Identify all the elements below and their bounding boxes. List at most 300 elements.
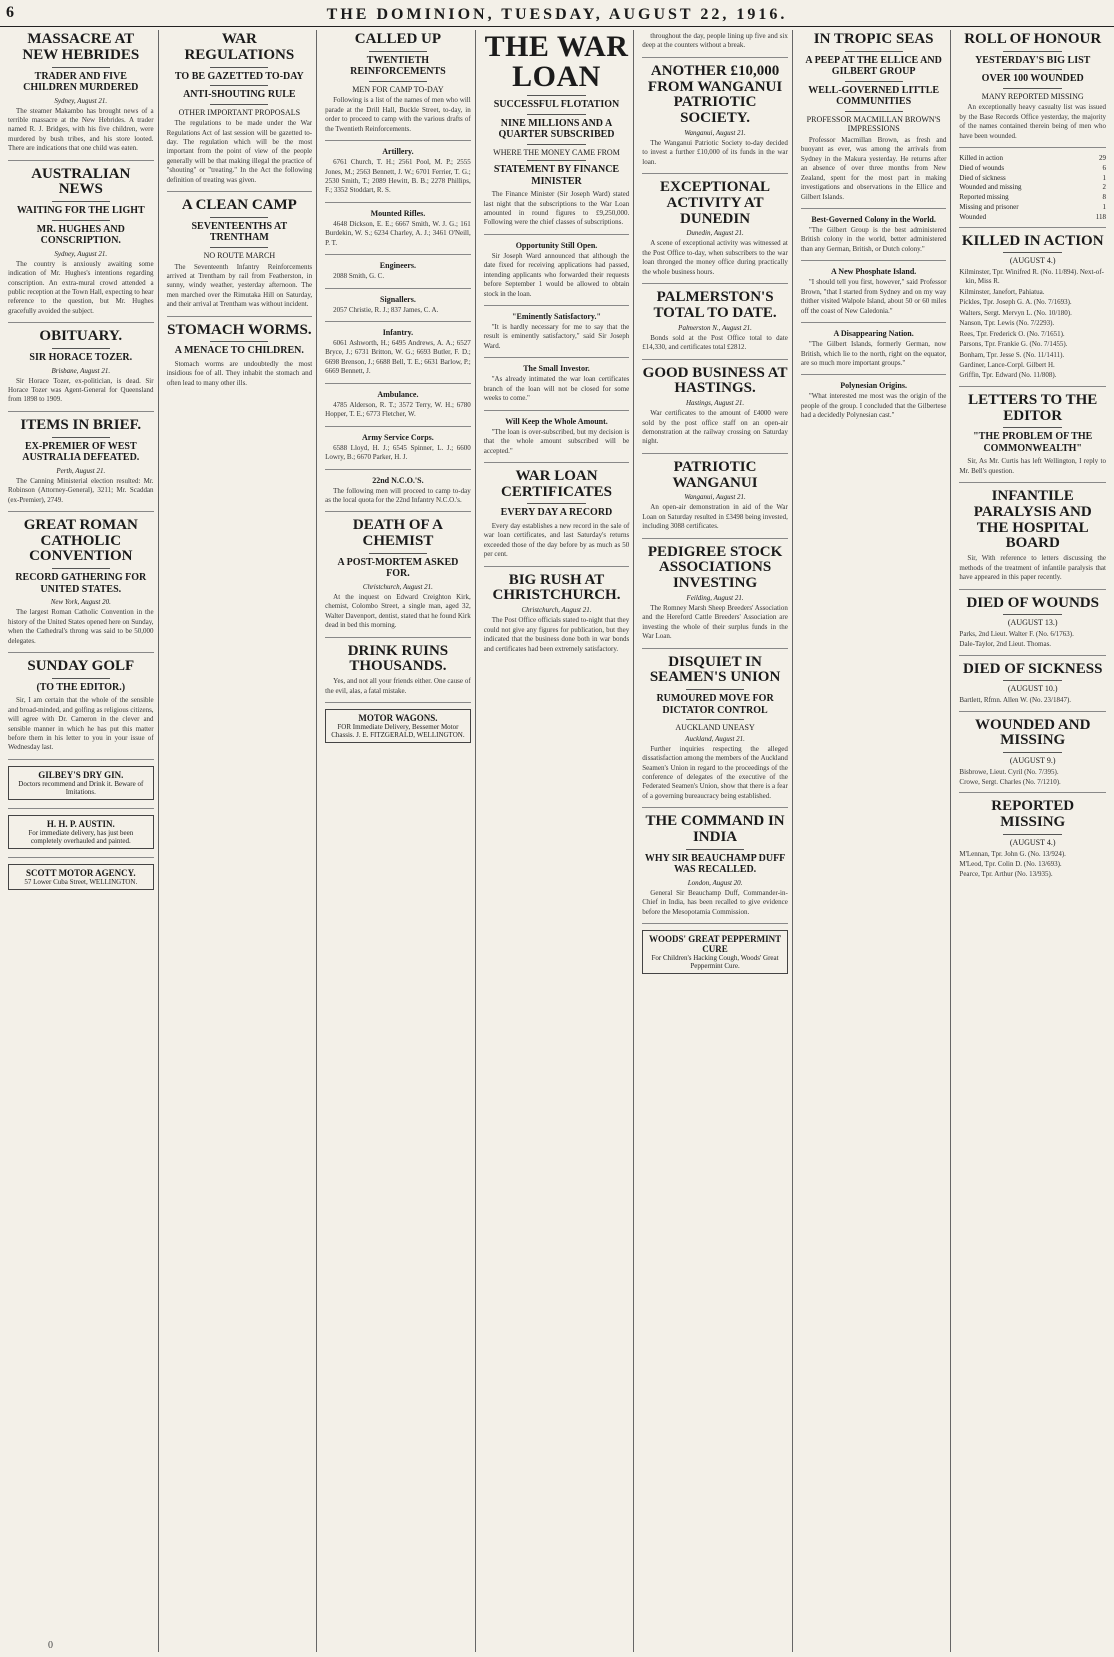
headline: DRINK RUINS THOUSANDS. bbox=[347, 642, 449, 675]
section-subhead: Signallers. bbox=[380, 294, 416, 304]
headline: GOOD BUSINESS AT HASTINGS. bbox=[642, 364, 788, 397]
article bbox=[642, 655, 788, 809]
section-subhead: 22nd N.C.O.'S. bbox=[372, 475, 424, 485]
article bbox=[325, 261, 471, 288]
summary-count: 2 bbox=[1102, 183, 1106, 192]
article bbox=[8, 418, 154, 512]
headline: KILLED IN ACTION bbox=[961, 232, 1104, 249]
dateline: London, August 20. bbox=[687, 878, 743, 887]
article-body: 6588 Lloyd, H. J.; 6545 Spinner, L. J.; 6600 Lowry, B.; 6670 Parker, H. J. bbox=[325, 443, 471, 462]
rule bbox=[686, 719, 744, 720]
article bbox=[325, 209, 471, 255]
dateline: Palmerston N., August 21. bbox=[678, 323, 752, 332]
summary-count: 8 bbox=[1102, 193, 1106, 202]
deck: WHERE THE MONEY CAME FROM bbox=[493, 147, 620, 157]
subheadline: YESTERDAY'S BIG LIST bbox=[975, 54, 1091, 66]
footer-mark: 0 bbox=[48, 1640, 53, 1651]
casualty-name: Kilminster, Janefort, Pahiatua. bbox=[959, 287, 1045, 296]
article-body: Sir, With reference to letters discussing the methods of the treatment of infantile paralysis that have appeared in this paper recently. bbox=[959, 554, 1106, 582]
article bbox=[8, 766, 154, 809]
article bbox=[325, 390, 471, 427]
headline: DIED OF SICKNESS bbox=[962, 660, 1103, 677]
article-body: 6761 Church, T. H.; 2561 Pool, M. P.; 2555 Jones, M.; 2563 Bennett, J. W.; 6701 Ferrier, T. G.; 2530 Smith, T.; 2089 Hewitt, B. B.; 2278 Phillips, F.; 3352 Stoddart, R. S. bbox=[325, 158, 471, 195]
casualty-name: Crowe, Sergt. Charles (No. 7/1210). bbox=[959, 778, 1061, 787]
headline: INFANTILE PARALYSIS AND THE HOSPITAL BOARD bbox=[973, 488, 1092, 552]
article-body: The Wanganui Patriotic Society to-day decided to invest a further £10,000 of its funds in the war loan. bbox=[642, 138, 788, 166]
masthead bbox=[0, 4, 1114, 27]
article bbox=[959, 393, 1106, 483]
article bbox=[959, 718, 1106, 794]
section-subhead: A Disappearing Nation. bbox=[833, 329, 914, 339]
section-subhead: Polynesian Origins. bbox=[840, 381, 907, 391]
subheadline: MR. HUGHES AND CONSCRIPTION. bbox=[36, 223, 125, 247]
headline: IN TROPIC SEAS bbox=[813, 31, 934, 47]
subheadline: A POST-MORTEM ASKED FOR. bbox=[337, 556, 459, 580]
article-body: Professor Macmillan Brown, as fresh and buoyant as ever, was among the arrivals from Sydney in the Makura yesterday. He returns after an absence of over three months from New Zealand, spent for the most part in making investigations and observations in the Ellice and Gilbert Islands. bbox=[800, 135, 947, 201]
deck: (AUGUST 13.) bbox=[1007, 618, 1058, 628]
casualty-name: M'Leod, Tpr. Colin D. (No. 13/693). bbox=[959, 860, 1062, 869]
article-body: Further inquiries respecting the alleged dissatisfaction among the members of the Auckland Seamen's Union in regard to the proceedings of the conference of delegates of the executive of the Federated Seamen's Union, show that there is a fear of a governing bureaucracy being established. bbox=[642, 744, 788, 800]
article-body: The Seventeenth Infantry Reinforcements arrived at Trentham by rail from Featherston, in sunny, windy weather, yesterday afternoon. The men marched over the Rimutaka Hill on Saturday, and their arrival at Trentham was without incident. bbox=[166, 262, 313, 309]
deck: MANY REPORTED MISSING bbox=[981, 91, 1084, 101]
article bbox=[959, 234, 1106, 387]
rule bbox=[52, 220, 110, 221]
casualty-name: Gardiner, Lance-Corpl. Gilbert H. bbox=[959, 360, 1055, 369]
headline: WOUNDED AND MISSING bbox=[974, 716, 1091, 749]
deck: (AUGUST 4.) bbox=[1009, 256, 1056, 266]
article-body: 4648 Dickson, E. E.; 6667 Smith, W. J. G.; 161 Burdekin, W. S.; 6234 Charley, A. J.; 3461 O'Neill, P. T. bbox=[325, 219, 471, 247]
casualty-name: Kilminster, Tpr. Winifred R. (No. 11/894). Next-of-kin, Miss R. bbox=[959, 268, 1104, 286]
subheadline: NINE MILLIONS AND A QUARTER SUBSCRIBED bbox=[498, 117, 615, 140]
article-body: Sir Horace Tozer, ex-politician, is dead. Sir Horace Tozer was Agent-General for Queensland from 1898 to 1909. bbox=[8, 376, 154, 404]
deck: MEN FOR CAMP TO-DAY bbox=[352, 84, 444, 94]
rule bbox=[1003, 88, 1062, 89]
rule bbox=[210, 67, 268, 68]
ad-text: For immediate delivery, has just been completely overhauled and painted. bbox=[28, 828, 134, 845]
article-body: Bonds sold at the Post Office total to date £14,330, and certificates total £2812. bbox=[642, 333, 788, 352]
article-body: War certificates to the amount of £4000 were sold by the post office staff on an open-air demonstration at the railway crossing on Saturday night. bbox=[642, 409, 788, 446]
article bbox=[801, 32, 947, 209]
rule bbox=[686, 849, 744, 850]
deck: OTHER IMPORTANT PROPOSALS bbox=[178, 107, 301, 117]
subheadline: SUCCESSFUL FLOTATION bbox=[493, 99, 620, 110]
rule bbox=[527, 144, 585, 145]
headline: DIED OF WOUNDS bbox=[966, 594, 1099, 611]
headline: DISQUIET IN SEAMEN'S UNION bbox=[649, 653, 781, 686]
subheadline: RUMOURED MOVE FOR DICTATOR CONTROL bbox=[656, 693, 774, 716]
advertisement bbox=[325, 709, 471, 743]
article bbox=[642, 814, 788, 924]
rule bbox=[210, 217, 268, 218]
rule bbox=[527, 114, 585, 115]
headline: ITEMS IN BRIEF. bbox=[20, 416, 142, 433]
headline: CALLED UP bbox=[354, 31, 442, 47]
subheadline: WELL-GOVERNED LITTLE COMMUNITIES bbox=[808, 84, 940, 108]
article bbox=[8, 32, 154, 161]
article bbox=[8, 815, 154, 858]
headline: PEDIGREE STOCK ASSOCIATIONS INVESTING bbox=[647, 543, 783, 592]
headline: BIG RUSH AT CHRISTCHURCH. bbox=[492, 571, 621, 604]
article-body: The largest Roman Catholic Convention in the history of the United States opened here on Sunday, when the Cathedral's throng was said to be 50,000 delegates. bbox=[8, 608, 154, 645]
rule bbox=[210, 104, 268, 105]
article-body: An exceptionally heavy casualty list was issued by the Base Records Office yesterday, the majority of the names contained therein being of men who have been wounded. bbox=[959, 103, 1106, 140]
rule bbox=[1003, 252, 1062, 253]
rule bbox=[1003, 752, 1062, 753]
dateline: Feilding, August 21. bbox=[686, 593, 744, 602]
columns bbox=[4, 30, 1110, 1652]
article bbox=[8, 329, 154, 412]
advertisement bbox=[8, 815, 154, 849]
section-subhead: Artillery. bbox=[382, 147, 414, 157]
article-body: The country is anxiously awaiting some indication of Mr. Hughes's intentions regarding conscription. An extra-mural crowd attended a public reception at the Town Hall, expecting to hear reference to the question, but Mr. Hughes gracefully avoided the subject. bbox=[8, 259, 154, 315]
article bbox=[642, 290, 788, 359]
article-body: 4785 Alderson, R. T.; 3572 Terry, W. H.; 6780 Hopper, T. E.; 6773 Fletcher, W. bbox=[325, 400, 471, 419]
casualty-name: Griffin, Tpr. Edward (No. 11/808). bbox=[959, 371, 1057, 380]
dateline: Brisbane, August 21. bbox=[51, 366, 111, 375]
summary-label: Killed in action bbox=[959, 154, 1003, 163]
rule bbox=[527, 503, 585, 504]
article bbox=[801, 267, 947, 323]
column-7 bbox=[955, 30, 1110, 1652]
subheadline: EX-PREMIER OF WEST AUSTRALIA DEFEATED. bbox=[22, 440, 140, 464]
ad-text: FOR Immediate Delivery, Bessemer Motor Chassis. J. E. FITZGERALD, WELLINGTON. bbox=[331, 723, 465, 740]
article bbox=[484, 573, 630, 660]
article bbox=[484, 364, 630, 410]
column-5 bbox=[638, 30, 793, 1652]
rule bbox=[369, 553, 427, 554]
rule bbox=[52, 348, 110, 349]
casualty-name: Nanson, Tpr. Lewis (No. 7/2293). bbox=[959, 319, 1055, 328]
article bbox=[325, 32, 471, 141]
subheadline: ANTI-SHOUTING RULE bbox=[183, 89, 296, 100]
article bbox=[642, 545, 788, 649]
casualty-name: Dale-Taylor, 2nd Lieut. Thomas. bbox=[959, 640, 1052, 649]
article-body: The Post Office officials stated to-night that they could not give any figures for publication, but they indicated that the business done both in war bonds and certificates had been extremely satisfactory. bbox=[483, 616, 630, 653]
rule bbox=[52, 67, 110, 68]
summary-count: 118 bbox=[1095, 212, 1106, 221]
headline: ROLL OF HONOUR bbox=[964, 31, 1102, 47]
casualty-summary-row bbox=[959, 203, 1106, 213]
casualty-name: Parsons, Tpr. Frankie G. (No. 7/1455). bbox=[959, 340, 1068, 349]
ad-title: H. H. P. AUSTIN. bbox=[46, 818, 115, 829]
article bbox=[642, 930, 788, 982]
rule bbox=[1003, 51, 1062, 52]
casualty-summary-row bbox=[959, 174, 1106, 184]
headline: DEATH OF A CHEMIST bbox=[352, 517, 443, 550]
column-6 bbox=[797, 30, 952, 1652]
deck: AUCKLAND UNEASY bbox=[675, 723, 755, 733]
article bbox=[959, 662, 1106, 712]
rule bbox=[1003, 614, 1062, 615]
headline: STOMACH WORMS. bbox=[167, 321, 312, 338]
rule bbox=[52, 678, 110, 679]
dateline: Wanganui, August 21. bbox=[684, 128, 746, 137]
rule bbox=[845, 111, 903, 112]
article bbox=[8, 864, 154, 898]
rule bbox=[1003, 69, 1062, 70]
article bbox=[959, 154, 1106, 228]
ad-text: For Children's Hacking Cough, Woods' Great Peppermint Cure. bbox=[651, 954, 779, 971]
section-subhead: "Eminently Satisfactory." bbox=[512, 312, 601, 322]
headline: OBITUARY. bbox=[39, 328, 123, 345]
article bbox=[325, 476, 471, 513]
summary-label: Wounded bbox=[959, 212, 987, 221]
headline: SUNDAY GOLF bbox=[27, 657, 135, 674]
subheadline: SEVENTEENTHS AT TRENTHAM bbox=[191, 220, 288, 244]
advertisement bbox=[8, 766, 154, 800]
headline: MASSACRE AT NEW HEBRIDES bbox=[22, 31, 140, 63]
advertisement bbox=[8, 864, 154, 890]
headline: THE WAR LOAN bbox=[484, 30, 629, 93]
dateline: Perth, August 21. bbox=[56, 466, 106, 475]
rule bbox=[369, 51, 427, 52]
dateline: Sydney, August 21. bbox=[54, 96, 108, 105]
article bbox=[642, 460, 788, 539]
article-body: The Romney Marsh Sheep Breeders' Association and the Hereford Cattle Breeders' Association are investing the whole of their surplus funds in the War Loan. bbox=[642, 603, 788, 641]
article-body: "The loan is over-subscribed, but my decision is that the whole amount subscribed will be accepted." bbox=[483, 427, 630, 455]
article-body: Stomach worms are undoubtedly the most insidious foe of all. They inhabit the stomach and often lead to many other ills. bbox=[166, 359, 313, 387]
subheadline: "THE PROBLEM OF THE COMMONWEALTH" bbox=[973, 431, 1093, 454]
subheadline: A MENACE TO CHILDREN. bbox=[174, 345, 304, 357]
article bbox=[325, 433, 471, 470]
rule bbox=[210, 341, 268, 342]
article bbox=[801, 329, 947, 375]
headline: ANOTHER £10,000 FROM WANGANUI PATRIOTIC SOCIETY. bbox=[647, 62, 783, 127]
casualty-summary-row bbox=[959, 193, 1106, 203]
section-subhead: Opportunity Still Open. bbox=[515, 240, 598, 250]
headline: REPORTED MISSING bbox=[991, 798, 1075, 831]
headline: PALMERSTON'S TOTAL TO DATE. bbox=[653, 289, 777, 321]
article bbox=[167, 323, 313, 395]
rule bbox=[527, 160, 585, 161]
summary-label: Missing and prisoner bbox=[959, 203, 1019, 212]
rule bbox=[1003, 680, 1062, 681]
section-subhead: Infantry. bbox=[382, 328, 414, 338]
article bbox=[959, 489, 1106, 589]
ad-text: Doctors recommend and Drink it. Beware of Imitations. bbox=[18, 779, 144, 796]
article-body: An open-air demonstration in aid of the War Loan on Saturday resulted in £3498 being invested, including 3088 certificates. bbox=[642, 503, 788, 531]
summary-label: Died of sickness bbox=[959, 173, 1006, 182]
column-3 bbox=[321, 30, 476, 1652]
article bbox=[325, 328, 471, 384]
article-body: "I should tell you first, however," said Professor Brown, "that I started from Sydney and on my way thither visited Walpole Island, about 50 or 60 miles off the coast of New Caledonia." bbox=[800, 278, 947, 315]
ad-title: SCOTT MOTOR AGENCY. bbox=[25, 867, 136, 878]
casualty-name: Bonham, Tpr. Jesse S. (No. 11/1411). bbox=[959, 350, 1065, 359]
summary-count: 1 bbox=[1102, 173, 1106, 182]
section-subhead: Will Keep the Whole Amount. bbox=[505, 416, 608, 426]
headline: PATRIOTIC WANGANUI bbox=[672, 458, 758, 491]
article-body: "What interested me most was the origin of the people of the group. I concluded that the Gilbertese had a decidedly Polynesian cast." bbox=[800, 392, 947, 420]
column-2 bbox=[163, 30, 318, 1652]
article-body: "The Gilbert Group is the best administered British colony in the world, better administered than any German, British, or Dutch colony." bbox=[800, 226, 947, 253]
article-body: Sir, I am certain that the whole of the sensible and broad-minded, and golfing as religious citizens, will agree with Dr. Cameron in the clever and sensible manner in which he has put this matter before them in his letter to you in your issue of Wednesday last. bbox=[8, 696, 154, 752]
article bbox=[484, 469, 630, 567]
rule bbox=[52, 437, 110, 438]
article bbox=[801, 215, 947, 261]
casualty-name: Bisbrowe, Lieut. Cyril (No. 7/395). bbox=[959, 767, 1059, 776]
article-body: 2088 Smith, G. C. bbox=[333, 272, 385, 281]
rule bbox=[52, 568, 110, 569]
subheadline: SIR HORACE TOZER. bbox=[29, 352, 133, 364]
headline: GREAT ROMAN CATHOLIC CONVENTION bbox=[23, 516, 138, 565]
subheadline: TO BE GAZETTED TO-DAY bbox=[174, 70, 304, 82]
subheadline: TRADER AND FIVE CHILDREN MURDERED bbox=[23, 70, 139, 93]
article-body: Sir Joseph Ward announced that although the date fixed for receiving applications had passed, intending applicants who forwarded their requests before September 1 would be allowed to obtain stock in the loan. bbox=[483, 251, 630, 298]
dateline: Auckland, August 21. bbox=[685, 734, 745, 743]
rule bbox=[1003, 427, 1062, 428]
rule bbox=[845, 81, 903, 82]
subheadline: (TO THE EDITOR.) bbox=[36, 681, 126, 693]
ad-title: MOTOR WAGONS. bbox=[358, 713, 438, 724]
subheadline: A PEEP AT THE ELLICE AND GILBERT GROUP bbox=[805, 54, 942, 78]
article-body: "As already intimated the war loan certificates branch of the loan will not be closed for some weeks to come." bbox=[483, 375, 630, 403]
headline: A CLEAN CAMP bbox=[181, 197, 297, 214]
column-1 bbox=[4, 30, 159, 1652]
subheadline: WAITING FOR THE LIGHT bbox=[16, 205, 145, 217]
deck: (AUGUST 9.) bbox=[1009, 756, 1056, 766]
article-body: At the inquest on Edward Creighton Kirk, chemist, Colombo Street, a single man, aged 32, Walter Davenport, dentist, stated that he found Kirk dead in bed this morning. bbox=[325, 592, 471, 630]
article bbox=[642, 32, 788, 58]
headline: AUSTRALIAN NEWS bbox=[31, 165, 131, 198]
headline: EXCEPTIONAL ACTIVITY AT DUNEDIN bbox=[660, 179, 771, 227]
article-body: "It is hardly necessary for me to say that the result is eminently satisfactory," said Sir Joseph Ward. bbox=[483, 323, 630, 350]
summary-count: 29 bbox=[1098, 154, 1106, 163]
article-body: Sir, As Mr. Curtis has left Wellington, I reply to Mr. Bell's question. bbox=[959, 457, 1106, 475]
article-body: The Canning Ministerial election resulted: Mr. Robinson (Attorney-General), 3211; Mr. Scaddan (ex-Premier), 2749. bbox=[8, 476, 154, 504]
dateline: New York, August 20. bbox=[50, 598, 111, 607]
article bbox=[325, 518, 471, 637]
article bbox=[484, 417, 630, 463]
summary-label: Died of wounds bbox=[959, 163, 1005, 172]
article-body: A scene of exceptional activity was witnessed at the Post Office to-day, when subscribers to the war loan thronged the money office during practically the whole business hours. bbox=[642, 239, 788, 276]
article bbox=[642, 366, 788, 454]
column-4 bbox=[480, 30, 635, 1652]
casualty-summary-row bbox=[959, 213, 1106, 223]
casualty-name: M'Lennan, Tpr. John G. (No. 13/924). bbox=[959, 849, 1066, 858]
deck: (AUGUST 4.) bbox=[1009, 837, 1056, 847]
section-subhead: Best-Governed Colony in the World. bbox=[811, 215, 936, 224]
section-subhead: Mounted Rifles. bbox=[370, 208, 426, 218]
summary-label: Wounded and missing bbox=[959, 183, 1022, 192]
article bbox=[484, 312, 630, 358]
summary-count: 1 bbox=[1102, 203, 1106, 212]
subheadline: RECORD GATHERING FOR UNITED STATES. bbox=[15, 572, 147, 595]
newspaper-title: THE DOMINION, TUESDAY, AUGUST 22, 1916. bbox=[326, 6, 788, 23]
rule bbox=[1003, 834, 1062, 835]
article bbox=[484, 241, 630, 306]
rule bbox=[52, 201, 110, 202]
rule bbox=[845, 51, 903, 52]
dateline: Dunedin, August 21. bbox=[686, 229, 744, 238]
article bbox=[959, 32, 1106, 148]
rule bbox=[369, 81, 427, 82]
article-body: The regulations to be made under the War Regulations Act of last session will be gazetted to-day. The regulation which will be the most important from the point of view of the people generally will be that making illegal the practice of "shouting" or "treating." In the Act the following definition of treating was given. bbox=[166, 119, 313, 184]
casualty-name: Parks, 2nd Lieut. Walter F. (No. 6/1763). bbox=[959, 629, 1074, 638]
ad-title: GILBEY'S DRY GIN. bbox=[38, 769, 124, 780]
article bbox=[8, 167, 154, 324]
dateline: Hastings, August 21. bbox=[685, 399, 745, 408]
subheadline: WHY SIR BEAUCHAMP DUFF WAS RECALLED. bbox=[644, 852, 786, 876]
article-body: The following men will proceed to camp to-day as the local quota for the 22nd Infantry N.C.O.'s. bbox=[325, 486, 471, 504]
article bbox=[959, 799, 1106, 884]
ad-title: WOODS' GREAT PEPPERMINT CURE bbox=[648, 934, 782, 955]
deck: (AUGUST 10.) bbox=[1007, 684, 1058, 694]
headline: WAR REGULATIONS bbox=[184, 31, 295, 63]
article bbox=[8, 518, 154, 653]
deck: STATEMENT BY FINANCE MINISTER bbox=[493, 164, 620, 187]
rule bbox=[210, 247, 268, 248]
article-body: Yes, and not all your friends either. One cause of the evil, alas, a fatal mistake. bbox=[325, 677, 471, 695]
subheadline: EVERY DAY A RECORD bbox=[500, 507, 613, 519]
dateline: Christchurch, August 21. bbox=[362, 582, 433, 591]
article-body: throughout the day, people lining up five and six deep at the counters without a break. bbox=[642, 32, 788, 50]
advertisement bbox=[642, 930, 788, 974]
deck: PROFESSOR MACMILLAN BROWN'S IMPRESSIONS bbox=[806, 114, 941, 134]
section-subhead: Army Service Corps. bbox=[362, 432, 434, 442]
casualty-name: Pickles, Tpr. Joseph G. A. (No. 7/1693). bbox=[959, 298, 1072, 307]
section-subhead: Engineers. bbox=[379, 261, 417, 271]
casualty-name: Bartlett, Rfmn. Allen W. (No. 23/1847). bbox=[959, 696, 1072, 705]
headline: WAR LOAN CERTIFICATES bbox=[501, 467, 612, 500]
article-body: The Finance Minister (Sir Joseph Ward) stated last night that the subscriptions to the War Loan amounted in round figures to £9,250,000. Following were the chief classes of subscriptions. bbox=[483, 190, 630, 227]
subheadline: TWENTIETH REINFORCEMENTS bbox=[350, 54, 446, 78]
article-body: "The Gilbert Islands, formerly German, now British, which lie to the north, right on the equator, are so much more important groups." bbox=[800, 340, 947, 367]
article bbox=[325, 644, 471, 703]
casualty-summary-row bbox=[959, 164, 1106, 174]
deck: NO ROUTE MARCH bbox=[203, 250, 276, 260]
article bbox=[484, 32, 630, 235]
article bbox=[801, 381, 947, 426]
section-subhead: The Small Investor. bbox=[523, 364, 590, 374]
casualty-name: Pearce, Tpr. Arthur (No. 13/935). bbox=[959, 870, 1053, 879]
summary-label: Reported missing bbox=[959, 193, 1009, 202]
section-subhead: A New Phosphate Island. bbox=[830, 267, 917, 277]
article bbox=[325, 147, 471, 203]
page-number: 6 bbox=[6, 4, 14, 21]
article bbox=[8, 659, 154, 760]
rule bbox=[210, 85, 268, 86]
article-body: Following is a list of the names of men who will parade at the Drill Hall, Buckle Street, to-day, in order to proceed to camp with the various drafts of the Twentieth Reinforcements. bbox=[325, 96, 471, 133]
summary-count: 6 bbox=[1102, 163, 1106, 172]
ad-text: 57 Lower Cuba Street, WELLINGTON. bbox=[24, 877, 138, 886]
rule bbox=[686, 689, 744, 690]
section-subhead: Ambulance. bbox=[377, 389, 419, 399]
casualty-summary-row bbox=[959, 154, 1106, 164]
headline: THE COMMAND IN INDIA bbox=[645, 813, 785, 846]
subheadline: OVER 100 WOUNDED bbox=[981, 73, 1084, 85]
article-body: General Sir Beauchamp Duff, Commander-in-Chief in India, has been recalled to give evidence before the Mesopotamia Commission. bbox=[642, 888, 788, 916]
article bbox=[642, 180, 788, 284]
headline: LETTERS TO THE EDITOR bbox=[968, 391, 1098, 424]
dateline: Wanganui, August 21. bbox=[684, 493, 746, 502]
article bbox=[325, 709, 471, 751]
article bbox=[642, 64, 788, 174]
dateline: Sydney, August 21. bbox=[54, 249, 108, 258]
article bbox=[959, 596, 1106, 656]
article bbox=[325, 295, 471, 322]
article-body: 6061 Ashworth, H.; 6495 Andrews, A. A.; 6527 Bryce, J.; 6731 Britton, W. G.; 6693 Butler, F. D.; 6698 Brenson, J.; 6688 Bell, T. E.; 6631 Barlow, P.; 6669 Bennett, J. bbox=[325, 339, 471, 376]
article-body: The steamer Makambo has brought news of a terrible massacre at the New Hebrides. A trader named R. J. Bridges, with his five children, were murdered by bush tribes, and his store looted. There are indications that one child was eaten. bbox=[8, 106, 154, 153]
dateline: Christchurch, August 21. bbox=[521, 606, 592, 615]
casualty-summary-row bbox=[959, 183, 1106, 193]
article bbox=[167, 198, 313, 317]
article-body: 2057 Christie, R. J.; 837 James, C. A. bbox=[333, 305, 439, 314]
rule bbox=[527, 95, 585, 96]
article-body: Every day establishes a new record in the sale of war loan certificates, and last Saturday's returns exceeded those of the day before by as much as 50 per cent. bbox=[483, 521, 630, 559]
article bbox=[167, 32, 313, 192]
casualty-name: Rees, Tpr. Frederick O. (No. 7/1651). bbox=[959, 329, 1065, 338]
casualty-name: Walters, Sergt. Mervyn L. (No. 10/180). bbox=[959, 308, 1072, 317]
